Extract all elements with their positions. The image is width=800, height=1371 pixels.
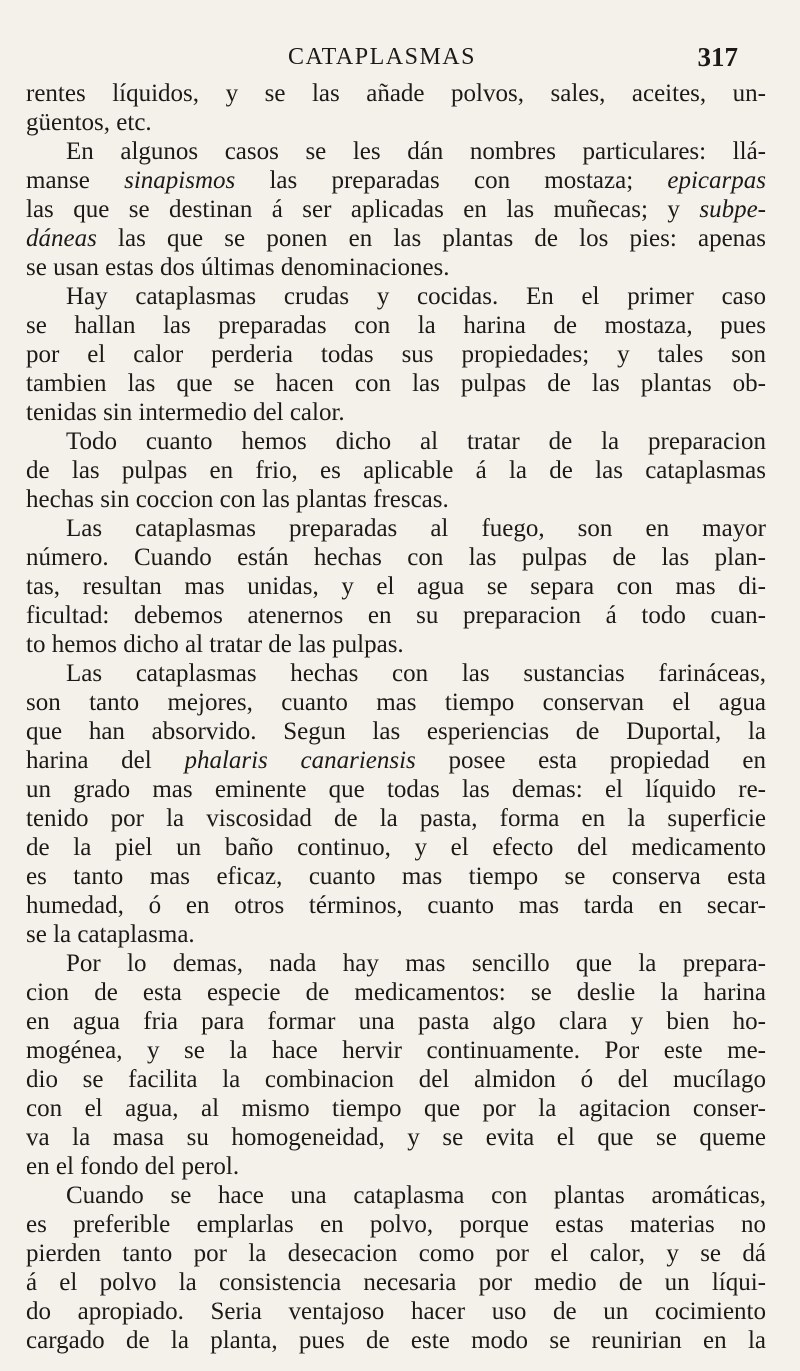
text-line: cargado de la planta, pues de este modo se reunirian en la: [26, 1327, 766, 1354]
text-line: á el polvo la consistencia necesaria por medio de un líqui-: [26, 1269, 766, 1296]
body-text: [26, 79, 766, 1355]
text-line: Cuando se hace una cataplasma con plantas aromáticas,: [66, 1182, 766, 1209]
text-line: cion de esta especie de medicamentos: se deslie la harina: [26, 979, 766, 1006]
italic-term: subpe-: [699, 196, 766, 223]
text-line: número. Cuando están hechas con las pulpas de las plan-: [26, 544, 766, 571]
text-line: tenidas sin intermedio del calor.: [26, 399, 345, 426]
text-line: tas, resultan mas unidas, y el agua se separa con mas di-: [26, 573, 766, 600]
italic-term: epicarpas: [667, 167, 766, 194]
text-line: un grado mas eminente que todas las demas: el líquido re-: [26, 776, 766, 803]
text-line: con el agua, al mismo tiempo que por la agitacion conser-: [26, 1095, 766, 1122]
text-line: [26, 746, 766, 775]
text-line: humedad, ó en otros términos, cuanto mas tarda en secar-: [26, 892, 766, 919]
text-line: pierden tanto por la desecacion como por el calor, y se dá: [26, 1240, 766, 1267]
text-line: [26, 166, 766, 195]
text-line: en agua fria para formar una pasta algo clara y bien ho-: [26, 1008, 766, 1035]
text-run: manse: [26, 167, 125, 194]
text-line: güentos, etc.: [26, 109, 152, 136]
italic-term: sinapismos: [124, 167, 236, 194]
text-run: las que se destinan á ser aplicadas en las muñecas; y: [26, 196, 700, 223]
text-line: En algunos casos se les dán nombres particulares: llá-: [66, 138, 766, 165]
text-line: es preferible emplarlas en polvo, porque estas materias no: [26, 1211, 766, 1238]
text-line: ficultad: debemos atenernos en su preparacion á todo cuan-: [26, 602, 766, 629]
text-line: de las pulpas en frio, es aplicable á la de las cataplasmas: [26, 457, 766, 484]
text-run: las preparadas con mostaza;: [235, 167, 668, 194]
running-header: [0, 44, 800, 84]
text-line: to hemos dicho al tratar de las pulpas.: [26, 631, 404, 658]
text-line: son tanto mejores, cuanto mas tiempo conservan el agua: [26, 689, 766, 716]
text-line: se usan estas dos últimas denominaciones.: [26, 254, 450, 281]
running-title: CATAPLASMAS: [288, 44, 476, 70]
text-line: de la piel un baño continuo, y el efecto del medicamento: [26, 834, 766, 861]
text-line: hechas sin coccion con las plantas frescas.: [26, 486, 449, 513]
text-run: posee esta propiedad en: [415, 747, 766, 774]
page-number: 317: [697, 42, 738, 72]
text-line: tenido por la viscosidad de la pasta, forma en la superficie: [26, 805, 766, 832]
text-line: Las cataplasmas preparadas al fuego, son en mayor: [66, 515, 766, 542]
text-line: se hallan las preparadas con la harina de mostaza, pues: [26, 312, 766, 339]
text-line: va la masa su homogeneidad, y se evita el que se queme: [26, 1124, 766, 1151]
text-line: por el calor perderia todas sus propiedades; y tales son: [26, 341, 766, 368]
text-line: Todo cuanto hemos dicho al tratar de la preparacion: [66, 428, 766, 455]
text-line: [26, 195, 766, 224]
text-line: Por lo demas, nada hay mas sencillo que la prepara-: [66, 950, 766, 977]
text-line: Las cataplasmas hechas con las sustancias farináceas,: [66, 660, 766, 687]
text-line: tambien las que se hacen con las pulpas de las plantas ob-: [26, 370, 766, 397]
text-line: es tanto mas eficaz, cuanto mas tiempo se conserva esta: [26, 863, 766, 890]
text-line: Hay cataplasmas crudas y cocidas. En el primer caso: [66, 283, 766, 310]
text-run: harina del: [26, 747, 185, 774]
text-line: do apropiado. Seria ventajoso hacer uso de un cocimiento: [26, 1298, 766, 1325]
text-line: dio se facilita la combinacion del almidon ó del mucílago: [26, 1066, 766, 1093]
text-line: rentes líquidos, y se las añade polvos, sales, aceites, un-: [26, 80, 766, 107]
text-line: se la cataplasma.: [26, 921, 195, 948]
text-line: [26, 224, 766, 253]
text-line: mogénea, y se la hace hervir continuamente. Por este me-: [26, 1037, 766, 1064]
italic-term: dáneas: [26, 225, 97, 252]
text-line: en el fondo del perol.: [26, 1153, 240, 1180]
text-line: que han absorvido. Segun las esperiencias de Duportal, la: [26, 718, 766, 745]
italic-term: phalaris canariensis: [184, 747, 416, 774]
text-run: las que se ponen en las plantas de los pies: apenas: [96, 225, 766, 252]
